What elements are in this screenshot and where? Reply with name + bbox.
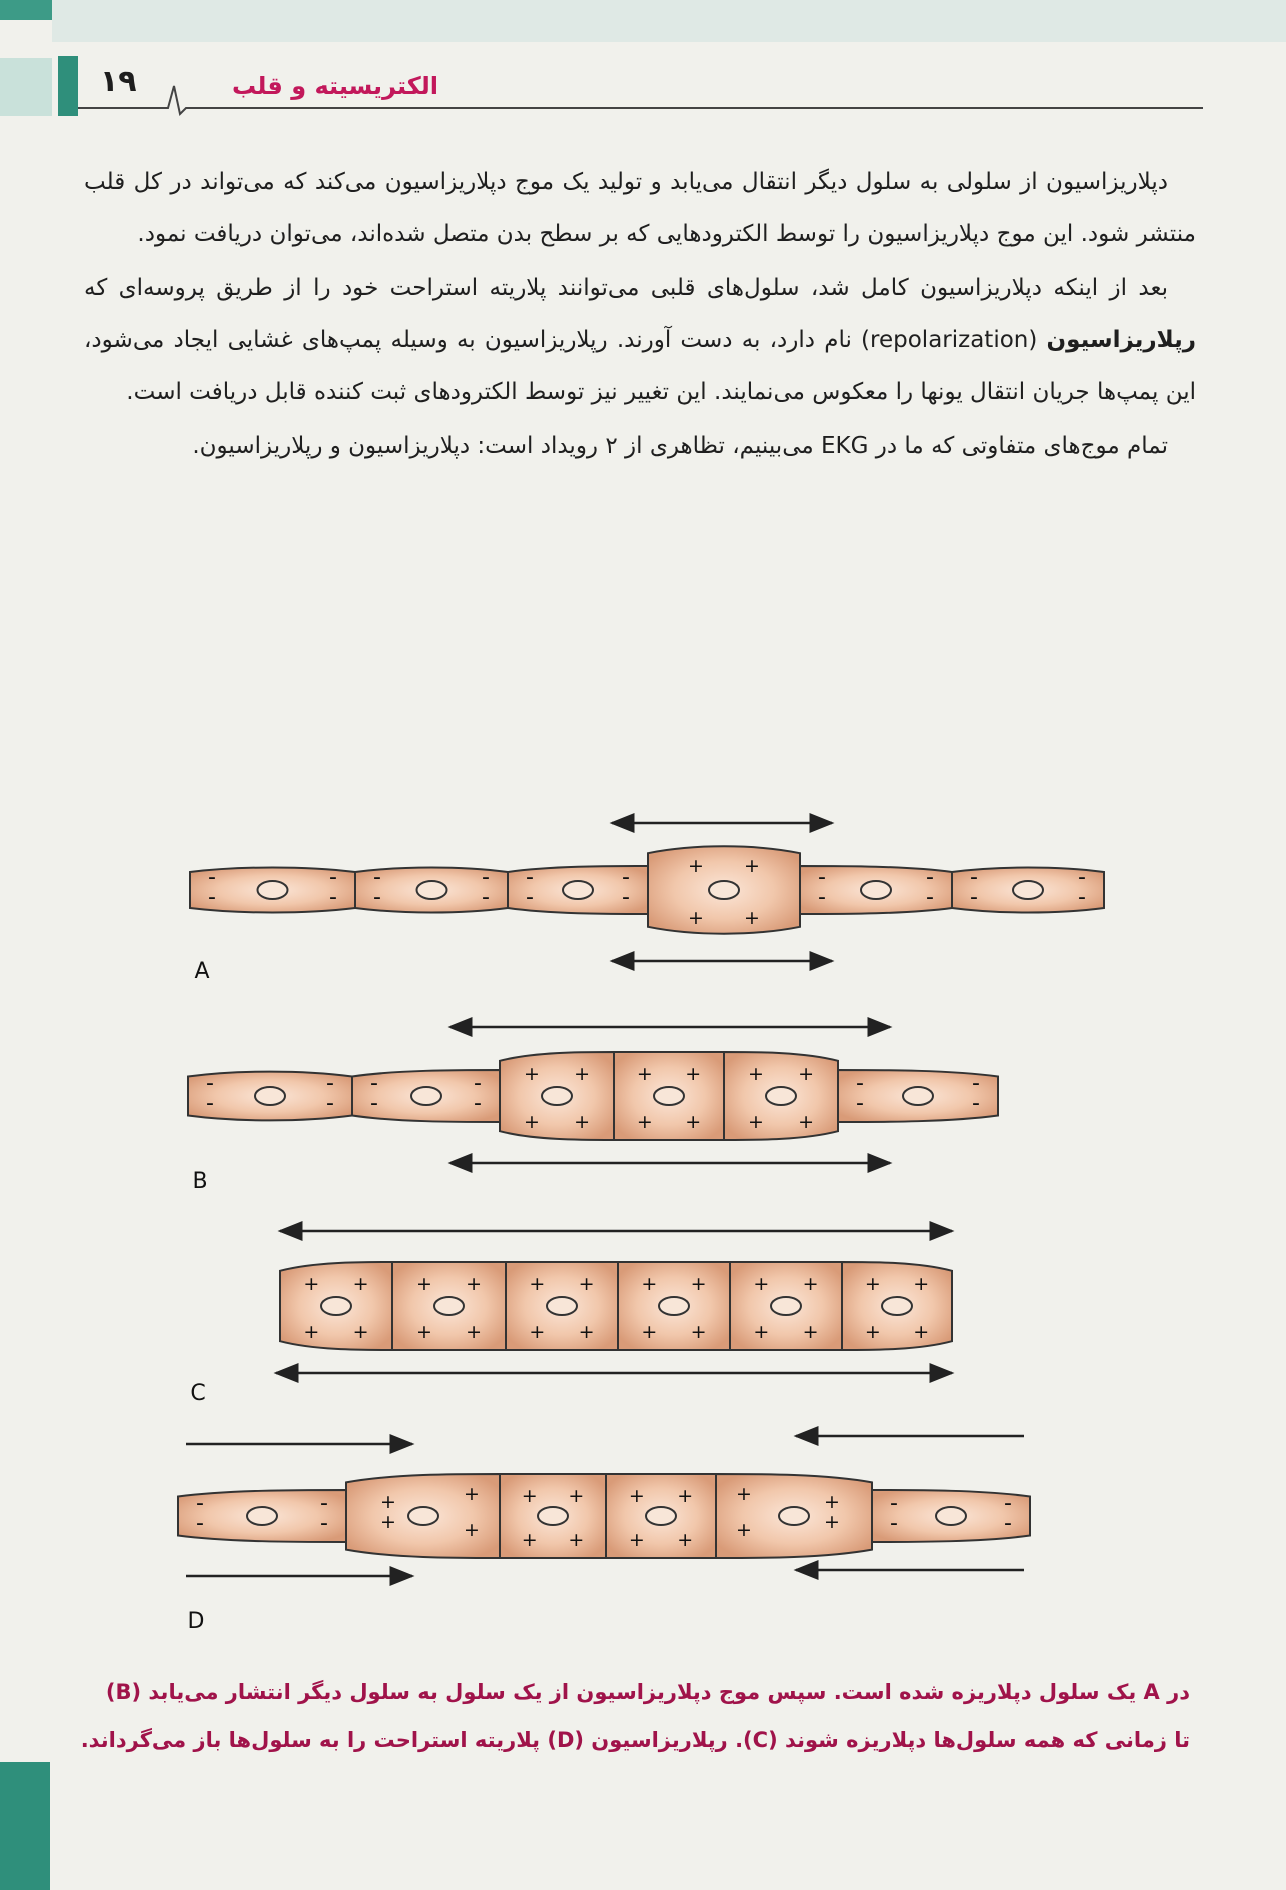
charge-plus: + bbox=[688, 907, 704, 929]
charge-plus: + bbox=[521, 1485, 538, 1507]
nucleus-icon bbox=[882, 1297, 912, 1315]
nucleus-icon bbox=[861, 881, 891, 899]
charge-plus: + bbox=[802, 1321, 819, 1343]
charge-minus: - bbox=[1078, 885, 1086, 910]
charge-minus: - bbox=[970, 865, 978, 890]
charge-plus: + bbox=[636, 1063, 653, 1085]
nucleus-icon bbox=[903, 1087, 933, 1105]
charge-plus: + bbox=[529, 1273, 546, 1295]
charge-plus: + bbox=[568, 1485, 585, 1507]
charge-plus: + bbox=[352, 1321, 369, 1343]
charge-plus: + bbox=[523, 1111, 540, 1133]
nucleus-icon bbox=[654, 1087, 684, 1105]
charge-minus: - bbox=[208, 885, 216, 910]
charge-plus: + bbox=[753, 1273, 770, 1295]
charge-minus: - bbox=[373, 865, 381, 890]
charge-plus: + bbox=[744, 855, 760, 877]
nucleus-icon bbox=[258, 881, 288, 899]
charge-minus: - bbox=[818, 885, 826, 910]
charge-plus: + bbox=[798, 1111, 815, 1133]
charge-plus: + bbox=[677, 1529, 694, 1551]
nucleus-icon bbox=[434, 1297, 464, 1315]
charge-plus: + bbox=[824, 1491, 840, 1513]
charge-plus: + bbox=[628, 1485, 645, 1507]
nucleus-icon bbox=[709, 881, 739, 899]
charge-plus: + bbox=[824, 1511, 840, 1533]
charge-plus: + bbox=[303, 1321, 320, 1343]
charge-minus: - bbox=[926, 865, 934, 890]
charge-plus: + bbox=[578, 1273, 595, 1295]
charge-plus: + bbox=[464, 1483, 480, 1505]
charge-plus: + bbox=[380, 1491, 396, 1513]
charge-plus: + bbox=[641, 1321, 658, 1343]
charge-plus: + bbox=[521, 1529, 538, 1551]
charge-minus: - bbox=[970, 885, 978, 910]
paragraph-depolarization: دپلاریزاسیون از سلولی به سلول دیگر انتقال می‌یابد و تولید یک موج دپلاریزاسیون می‌کند که می‌تواند در کل قلب منتشر شود. این موج دپلاریزاسیون را توسط الکترودهایی که بر سطح بدن متصل شده‌اند، می‌توان دریافت نمود. bbox=[84, 169, 1196, 247]
charge-plus: + bbox=[529, 1321, 546, 1343]
charge-minus: - bbox=[370, 1071, 378, 1096]
nucleus-icon bbox=[547, 1297, 577, 1315]
charge-plus: + bbox=[628, 1529, 645, 1551]
nucleus-icon bbox=[659, 1297, 689, 1315]
nucleus-icon bbox=[779, 1507, 809, 1525]
charge-minus: - bbox=[890, 1491, 898, 1516]
charge-minus: - bbox=[326, 1071, 334, 1096]
charge-plus: + bbox=[466, 1321, 483, 1343]
nucleus-icon bbox=[538, 1507, 568, 1525]
panel-label-b: B bbox=[192, 1169, 208, 1194]
charge-plus: + bbox=[736, 1519, 752, 1541]
nucleus-icon bbox=[411, 1087, 441, 1105]
nucleus-icon bbox=[1013, 881, 1043, 899]
charge-minus: - bbox=[818, 865, 826, 890]
charge-plus: + bbox=[464, 1519, 480, 1541]
charge-plus: + bbox=[744, 907, 760, 929]
charge-plus: + bbox=[864, 1273, 881, 1295]
paragraph-ekg-waves: تمام موج‌های متفاوتی که ما در EKG می‌بینیم، تظاهری از ۲ رویداد است: دپلاریزاسیون و رپلاریزاسیون. bbox=[192, 433, 1168, 459]
nucleus-icon bbox=[542, 1087, 572, 1105]
nucleus-icon bbox=[255, 1087, 285, 1105]
charge-minus: - bbox=[972, 1071, 980, 1096]
charge-plus: + bbox=[677, 1485, 694, 1507]
paragraph-repolarization: بعد از اینکه دپلاریزاسیون کامل شد، سلول‌های قلبی می‌توانند پلاریته استراحت خود را از طریق پروسه‌ای که رپلاریزاسیون (repolarization) نام دارد، به دست آورند. رپلاریزاسیون به وسیله پمپ‌های غشایی ایجاد می‌شود، این پمپ‌ها جریان انتقال یونها را معکوس می‌نمایند. این تغییر نیز توسط الکترودهای ثبت کننده قابل دریافت است. bbox=[84, 275, 1196, 405]
charge-plus: + bbox=[913, 1273, 930, 1295]
nucleus-icon bbox=[563, 881, 593, 899]
charge-minus: - bbox=[1078, 865, 1086, 890]
nucleus-icon bbox=[646, 1507, 676, 1525]
charge-plus: + bbox=[380, 1511, 396, 1533]
charge-plus: + bbox=[753, 1321, 770, 1343]
charge-minus: - bbox=[482, 885, 490, 910]
charge-plus: + bbox=[747, 1063, 764, 1085]
nucleus-icon bbox=[417, 881, 447, 899]
charge-plus: + bbox=[688, 855, 704, 877]
charge-minus: - bbox=[482, 865, 490, 890]
charge-minus: - bbox=[526, 865, 534, 890]
charge-minus: - bbox=[206, 1091, 214, 1116]
charge-minus: - bbox=[206, 1071, 214, 1096]
charge-minus: - bbox=[474, 1071, 482, 1096]
charge-minus: - bbox=[622, 865, 630, 890]
charge-plus: + bbox=[690, 1321, 707, 1343]
nucleus-icon bbox=[766, 1087, 796, 1105]
charge-plus: + bbox=[736, 1483, 752, 1505]
nucleus-icon bbox=[936, 1507, 966, 1525]
charge-minus: - bbox=[196, 1511, 204, 1536]
caption-line-1: در A یک سلول دپلاریزه شده است. سپس موج دپلاریزاسیون از یک سلول به سلول دیگر انتشار می‌یابد (B) bbox=[105, 1680, 1190, 1704]
figure-caption bbox=[70, 1668, 1190, 1764]
charge-minus: - bbox=[1004, 1491, 1012, 1516]
panel-label-a: A bbox=[194, 959, 210, 984]
charge-plus: + bbox=[641, 1273, 658, 1295]
nucleus-icon bbox=[408, 1507, 438, 1525]
charge-minus: - bbox=[373, 885, 381, 910]
charge-minus: - bbox=[856, 1091, 864, 1116]
charge-plus: + bbox=[352, 1273, 369, 1295]
nucleus-icon bbox=[321, 1297, 351, 1315]
charge-plus: + bbox=[798, 1063, 815, 1085]
charge-plus: + bbox=[578, 1321, 595, 1343]
charge-minus: - bbox=[320, 1491, 328, 1516]
charge-plus: + bbox=[913, 1321, 930, 1343]
charge-plus: + bbox=[747, 1111, 764, 1133]
charge-plus: + bbox=[415, 1321, 432, 1343]
page-number: ۱۹ bbox=[100, 64, 137, 99]
charge-minus: - bbox=[622, 885, 630, 910]
panel-label-c: C bbox=[190, 1381, 206, 1406]
nucleus-icon bbox=[247, 1507, 277, 1525]
term-repolarization: رپلاریزاسیون bbox=[1046, 327, 1196, 353]
charge-minus: - bbox=[329, 865, 337, 890]
charge-plus: + bbox=[568, 1529, 585, 1551]
charge-minus: - bbox=[1004, 1511, 1012, 1536]
panel-label-d: D bbox=[187, 1609, 205, 1634]
charge-minus: - bbox=[208, 865, 216, 890]
charge-minus: - bbox=[474, 1091, 482, 1116]
charge-minus: - bbox=[326, 1091, 334, 1116]
charge-plus: + bbox=[685, 1111, 702, 1133]
charge-plus: + bbox=[574, 1111, 591, 1133]
charge-plus: + bbox=[690, 1273, 707, 1295]
charge-minus: - bbox=[890, 1511, 898, 1536]
charge-minus: - bbox=[370, 1091, 378, 1116]
charge-plus: + bbox=[415, 1273, 432, 1295]
charge-minus: - bbox=[320, 1511, 328, 1536]
charge-plus: + bbox=[802, 1273, 819, 1295]
charge-minus: - bbox=[196, 1491, 204, 1516]
charge-plus: + bbox=[636, 1111, 653, 1133]
charge-plus: + bbox=[685, 1063, 702, 1085]
charge-minus: - bbox=[329, 885, 337, 910]
charge-minus: - bbox=[926, 885, 934, 910]
nucleus-icon bbox=[771, 1297, 801, 1315]
charge-plus: + bbox=[523, 1063, 540, 1085]
chapter-title: الکتریسیته و قلب bbox=[231, 72, 438, 100]
charge-minus: - bbox=[526, 885, 534, 910]
charge-minus: - bbox=[972, 1091, 980, 1116]
charge-plus: + bbox=[574, 1063, 591, 1085]
charge-plus: + bbox=[864, 1321, 881, 1343]
charge-plus: + bbox=[303, 1273, 320, 1295]
charge-minus: - bbox=[856, 1071, 864, 1096]
caption-line-2: تا زمانی که همه سلول‌ها دپلاریزه شوند (C). رپلاریزاسیون (D) پلاریته استراحت را به سلول‌ها باز می‌گرداند. bbox=[80, 1728, 1190, 1752]
charge-plus: + bbox=[466, 1273, 483, 1295]
